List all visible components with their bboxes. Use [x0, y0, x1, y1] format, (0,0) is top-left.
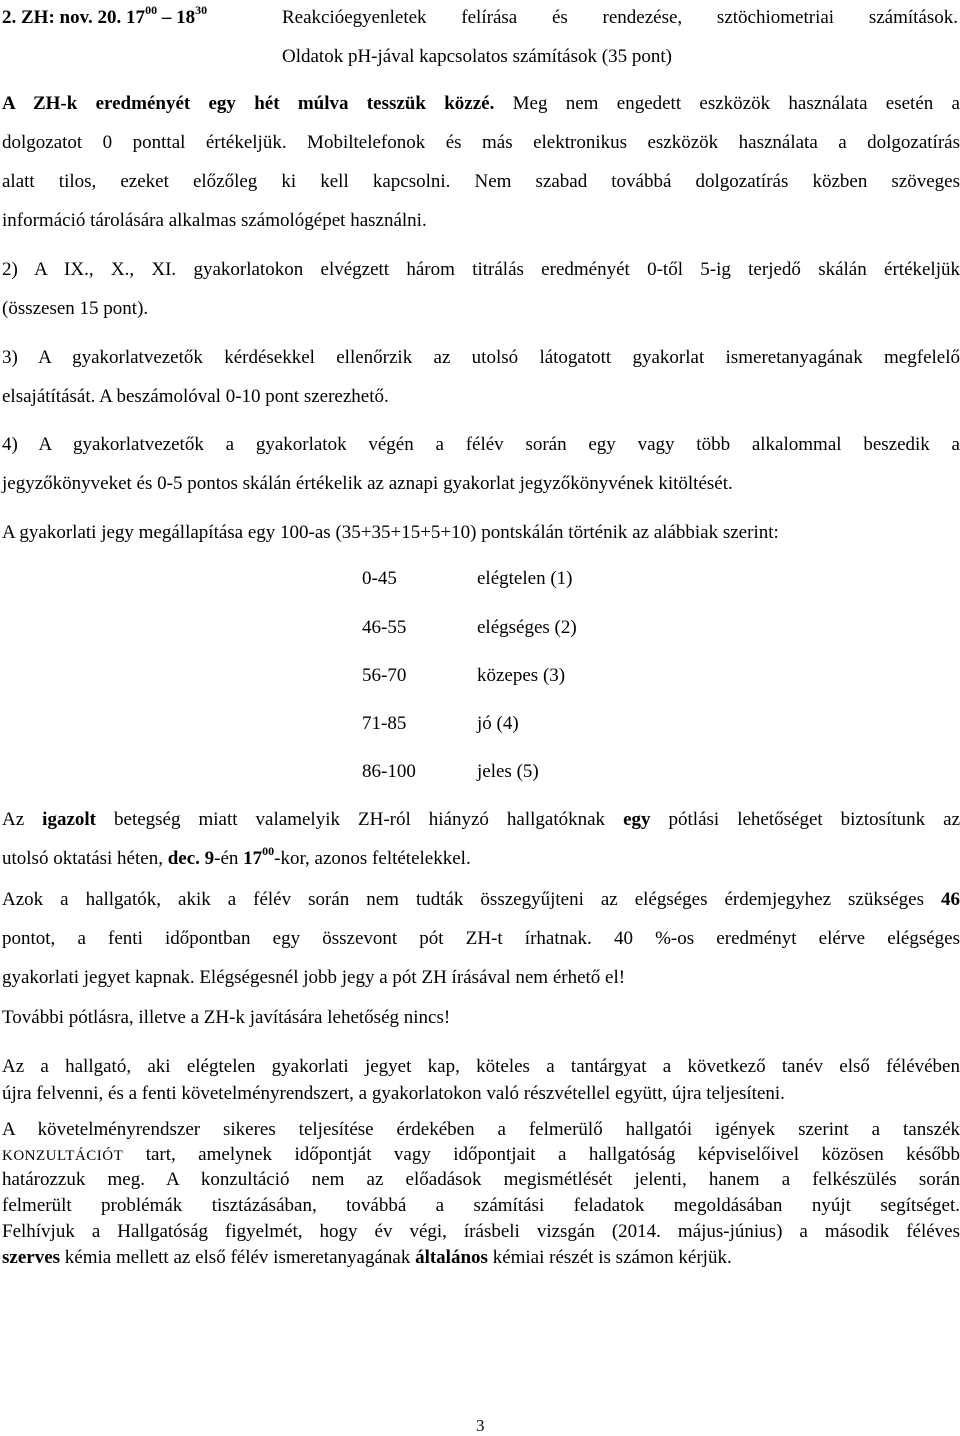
- grade-label: közepes (3): [477, 665, 566, 686]
- smallcaps-run: KONZULTÁCIÓT: [2, 1148, 124, 1164]
- grade-label: elégtelen (1): [477, 568, 573, 589]
- consult-line4: felmerült problémák tisztázásában, továbbá a számítási feladatok megoldásában nyújt segítséget.: [2, 1195, 960, 1216]
- item3-line1: 3) A gyakorlatvezetők kérdésekkel ellenőrzik az utolsó látogatott gyakorlat ismeretanyagának megfelelő: [2, 347, 960, 368]
- grade-label: jeles (5): [477, 761, 539, 782]
- rules-line2: dolgozatot 0 ponttal értékeljük. Mobiltelefonok és más elektronikus eszközök használata a dolgozatírás: [2, 132, 960, 153]
- repeat-line2: újra felvenni, és a fenti követelményrendszert, a gyakorlatokon való részvétellel együtt, újra teljesíteni.: [2, 1083, 785, 1104]
- text-run: betegség miatt valamelyik ZH-ról hiányzó hallgatóknak: [96, 809, 624, 830]
- rules-bold: A ZH-k eredményét egy hét múlva tesszük közzé.: [2, 93, 495, 114]
- text-run: utolsó oktatási héten,: [2, 848, 168, 869]
- item2-line2: (összesen 15 pont).: [2, 298, 149, 319]
- bold-run: szerves: [2, 1247, 61, 1268]
- grade-range: 0-45: [362, 568, 397, 589]
- page-number: 3: [476, 1416, 485, 1435]
- time-start-sup: 00: [145, 2, 158, 17]
- consult-line5: Felhívjuk a Hallgatóság figyelmét, hogy év végi, írásbeli vizsgán (2014. május-június) a második féléves: [2, 1221, 960, 1242]
- text-run: kémiai részét is számon kérjük.: [487, 1247, 732, 1268]
- failing-line2: pontot, a fenti időpontban egy összevont pót ZH-t írhatnak. 40 %-os eredményt elérve elégséges: [2, 928, 960, 949]
- rules-line3: alatt tilos, ezeket előzőleg ki kell kapcsolni. Nem szabad továbbá dolgozatírás közben szöveges: [2, 171, 960, 192]
- bold-sup: 00: [262, 843, 275, 858]
- bold-run: dec. 9: [167, 848, 215, 869]
- repeat-line1: Az a hallgató, aki elégtelen gyakorlati jegyet kap, köteles a tantárgyat a következő tanév első félévében: [2, 1056, 960, 1077]
- item4-line2: jegyzőkönyveket és 0-5 pontos skálán értékelik az aznapi gyakorlat jegyzőkönyvének kitöltését.: [2, 473, 733, 494]
- text-run: -én: [214, 848, 244, 869]
- consult-line3: határozzuk meg. A konzultáció nem az előadások megismétlését jelenti, hanem a felkészülés során: [2, 1169, 960, 1190]
- consult-line2: [2, 1143, 960, 1167]
- grade-range: 46-55: [362, 617, 407, 638]
- bold-run: 46: [941, 889, 960, 910]
- bold-run: 17: [243, 848, 263, 869]
- exam-topic-line1: Reakcióegyenletek felírása és rendezése, sztöchiometriai számítások.: [282, 7, 958, 28]
- text-run: Az: [2, 809, 43, 830]
- rules-rest: Meg nem engedett eszközök használata esetén a: [494, 93, 960, 114]
- text-run: kémia mellett az első félév ismeretanyagának: [60, 1247, 416, 1268]
- makeup-line1: [2, 808, 960, 832]
- text-run: Azok a hallgatók, akik a félév során nem tudták összegyűjteni az elégséges érdemjegyhez szükséges: [2, 889, 941, 910]
- consult-line1: A követelményrendszer sikeres teljesítése érdekében a felmerülő hallgatói igények szerint a tanszék: [2, 1119, 960, 1140]
- time-dash: – 18: [157, 7, 196, 28]
- text-run: tart, amelynek időpontját vagy időpontjait a hallgatóság képviselőivel közösen később: [123, 1144, 960, 1165]
- text-run: pótlási lehetőséget biztosítunk az: [650, 809, 960, 830]
- grading-intro: A gyakorlati jegy megállapítása egy 100-as (35+35+15+5+10) pontskálán történik az alábbiak szerint:: [2, 522, 779, 543]
- grade-range: 56-70: [362, 665, 407, 686]
- rules-line4: információ tárolására alkalmas számológépet használni.: [2, 210, 427, 231]
- grade-label: jó (4): [477, 713, 519, 734]
- item2-line1: 2) A IX., X., XI. gyakorlatokon elvégzett három titrálás eredményét 0-től 5-ig terjedő skálán értékeljük: [2, 259, 960, 280]
- bold-run: igazolt: [42, 809, 96, 830]
- item4-line1: 4) A gyakorlatvezetők a gyakorlatok végén a félév során egy vagy több alkalommal beszedik a: [2, 434, 960, 455]
- item3-line2: elsajátítását. A beszámolóval 0-10 pont szerezhető.: [2, 386, 389, 407]
- no-more-notice: További pótlásra, illetve a ZH-k javítására lehetőség nincs!: [2, 1007, 451, 1028]
- time-end-sup: 30: [195, 2, 208, 17]
- failing-line3: gyakorlati jegyet kapnak. Elégségesnél jobb jegy a pót ZH írásával nem érhető el!: [2, 967, 626, 988]
- rules-line1: [2, 92, 960, 116]
- grade-range: 71-85: [362, 713, 407, 734]
- exam-topic-line2: Oldatok pH-jával kapcsolatos számítások (35 pont): [282, 46, 672, 67]
- text-run: -kor, azonos feltételekkel.: [274, 848, 471, 869]
- grade-range: 86-100: [362, 761, 416, 782]
- bold-run: általános: [415, 1247, 488, 1268]
- consult-line6: [2, 1246, 960, 1270]
- exam-date-text: 2. ZH: nov. 20. 17: [2, 7, 146, 28]
- grade-label: elégséges (2): [477, 617, 577, 638]
- bold-run: egy: [623, 809, 651, 830]
- failing-line1: [2, 888, 960, 912]
- makeup-line2: [2, 843, 960, 871]
